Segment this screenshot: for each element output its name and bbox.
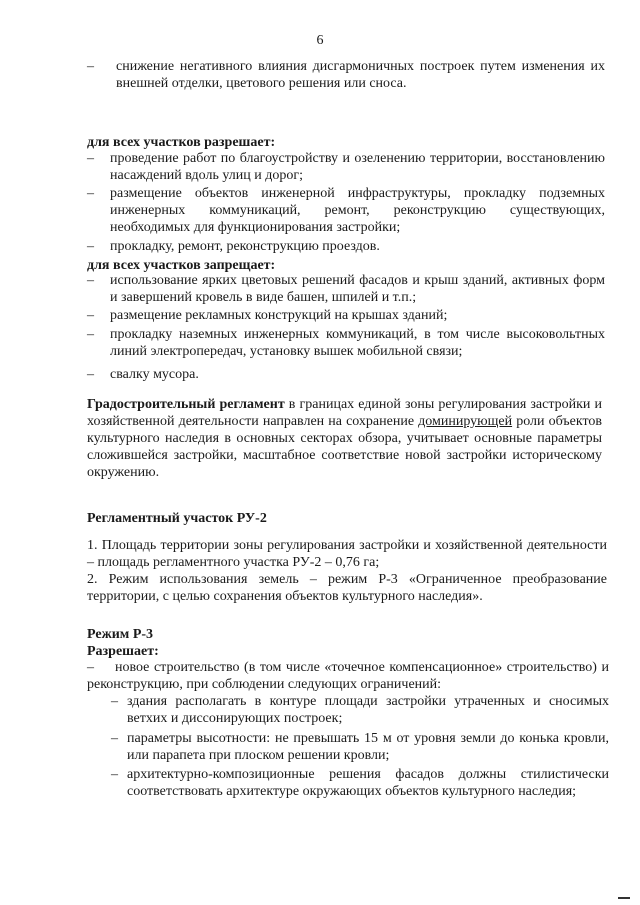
- section-point-2: 2. Режим использования земель – режим Р-3 «Ограниченное преобразование территории, с целью сохранения объектов культурного наследия».: [87, 572, 607, 604]
- regulation-paragraph: [87, 396, 602, 481]
- scan-edge-mark: [618, 897, 630, 899]
- list-dash: –: [87, 239, 94, 254]
- intro-item-text: снижение негативного влияния дисгармоничных построек путем изменения их внешней отделки, цветового решения или сноса.: [116, 59, 605, 91]
- list-dash: –: [87, 327, 94, 342]
- prohibits-item-text: размещение рекламных конструкций на крышах зданий;: [110, 308, 448, 323]
- regulation-bold-lead: Градостроительный регламент: [87, 397, 285, 412]
- regulation-text-2: роли объектов культурного наследия в основных секторах обзора, учитывает основные параметры сложившейся застройки, масштабное соответствие новой застройки историческому окружению.: [87, 414, 602, 480]
- mode-heading: Режим Р-3: [87, 627, 154, 642]
- section-heading: Регламентный участок РУ-2: [87, 511, 267, 526]
- prohibits-item-text: свалку мусора.: [110, 367, 199, 382]
- list-dash: –: [111, 731, 118, 746]
- list-dash: –: [87, 151, 94, 166]
- list-dash: –: [87, 186, 94, 201]
- list-dash: –: [111, 767, 118, 782]
- mode-nested-item-text: архитектурно-композиционные решения фасадов должны стилистически соответствовать архитектуре окружающих объектов культурного наследия;: [127, 767, 609, 799]
- allows-item-text: размещение объектов инженерной инфраструктуры, прокладку подземных инженерных коммуникаций, ремонт, реконструкцию существующих, необходимых для функционирования застройки;: [110, 186, 605, 235]
- list-dash: –: [87, 367, 94, 382]
- list-dash: –: [111, 694, 118, 709]
- prohibits-heading: для всех участков запрещает:: [87, 258, 276, 273]
- mode-subheading: Разрешает:: [87, 644, 159, 659]
- prohibits-item-text: использование ярких цветовых решений фасадов и крыш зданий, активных форм и завершений кровель в виде башен, шпилей и т.п.;: [110, 273, 605, 305]
- section-point-1: 1. Площадь территории зоны регулирования застройки и хозяйственной деятельности – площадь регламентного участка РУ-2 – 0,76 га;: [87, 538, 607, 570]
- allows-item-text: прокладку, ремонт, реконструкцию проездов.: [110, 239, 380, 254]
- mode-nested-item-text: параметры высотности: не превышать 15 м от уровня земли до конька кровли, или парапета при плоском решении кровли;: [127, 731, 609, 763]
- list-dash: –: [87, 273, 94, 288]
- mode-nested-item-text: здания располагать в контуре площади застройки утраченных и сносимых ветхих и диссонирующих построек;: [127, 694, 609, 726]
- list-dash: –: [87, 59, 94, 74]
- regulation-text-1: в границах единой зоны регулирования застройки и хозяйственной деятельности направлен на сохранение: [87, 397, 603, 429]
- mode-lead-text: новое строительство (в том числе «точечное компенсационное» строительство) и реконструкцию, при соблюдении следующих ограничений:: [87, 660, 609, 692]
- list-dash: –: [87, 660, 94, 675]
- regulation-underlined-word: доминирующей: [418, 414, 513, 429]
- list-dash: –: [87, 308, 94, 323]
- page-number: 6: [316, 33, 324, 48]
- allows-item-text: проведение работ по благоустройству и озеленению территории, восстановлению насаждений вдоль улиц и дорог;: [110, 151, 605, 183]
- allows-heading: для всех участков разрешает:: [87, 135, 276, 150]
- prohibits-item-text: прокладку наземных инженерных коммуникаций, в том числе высоковольтных линий электропередач, установку вышек мобильной связи;: [110, 327, 605, 359]
